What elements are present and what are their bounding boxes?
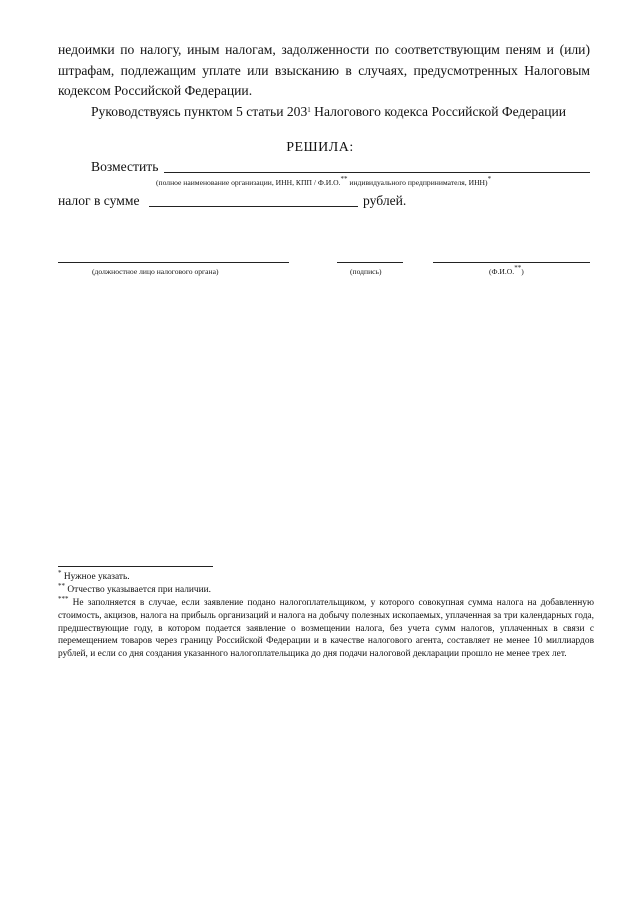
paragraph-1-line-2: штрафам, подлежащим уплате или взысканию в случаях, предусмотренных Налоговым	[58, 63, 590, 78]
footnote-1-text: Нужное указать.	[63, 572, 130, 582]
official-name-caption-text: (Ф.И.О.	[489, 267, 515, 276]
taxpayer-name-field[interactable]	[164, 172, 590, 173]
signature-field[interactable]	[337, 262, 403, 263]
official-name-caption	[489, 264, 524, 276]
amount-unit: рублей.	[363, 193, 407, 208]
paragraph-2-text-before: Руководствуясь пунктом 5 статьи 203	[91, 104, 308, 119]
footnote-marker-single: *	[487, 175, 492, 183]
refund-label: Возместить	[91, 159, 159, 174]
footnote-2	[58, 584, 594, 597]
footnote-2-text: Отчество указывается при наличии.	[67, 585, 212, 595]
amount-field[interactable]	[149, 206, 358, 207]
footnote-marker-double: **	[514, 264, 522, 272]
taxpayer-caption-part-2: индивидуального предпринимателя, ИНН)	[347, 178, 488, 187]
footnote-3-text: Не заполняется в случае, если заявление подано налогоплательщиком, у которого совокупная сумма налога на добавленную стоимость, акцизов, налога на прибыль организаций и налога на добычу полезных ископаемых, уплаченная за три календарных года, предшествующие году, в котором подается заявление о возмещении налога, без учета сумм налогов, уплаченных в связи с перемещением товаров через границу Российской Федерации и в качестве налогового агента, составляет не менее 10 миллиардов рублей, и если со дня создания указанного налогоплательщика до дня подачи налоговой декларации прошло не менее трех лет.	[58, 598, 595, 660]
footnote-3-marker: ***	[58, 595, 69, 603]
paragraph-1-line-3: кодексом Российской Федерации.	[58, 83, 253, 98]
paragraph-2	[91, 104, 591, 120]
footnote-marker-double: **	[340, 175, 348, 183]
paragraph-2-text-after: Налогового кодекса Российской Федерации	[310, 104, 567, 119]
footnote-2-marker: **	[58, 582, 65, 590]
decision-heading: РЕШИЛА:	[286, 140, 354, 155]
official-name-field[interactable]	[433, 262, 590, 263]
taxpayer-caption-part-1: (полное наименование организации, ИНН, КПП / Ф.И.О.	[156, 178, 341, 187]
signature-caption: (подпись)	[350, 267, 382, 276]
paragraph-1-line-1: недоимки по налогу, иным налогам, задолженности по соответствующим пеням и (или)	[58, 42, 590, 57]
official-position-caption: (должностное лицо налогового органа)	[92, 267, 219, 276]
taxpayer-name-caption	[156, 175, 492, 187]
official-name-caption-close: )	[521, 267, 524, 276]
footnote-1-marker: *	[58, 569, 62, 577]
footnote-3	[58, 597, 594, 661]
article-superscript: 1	[307, 106, 311, 114]
official-position-field[interactable]	[58, 262, 289, 263]
footnote-1	[58, 571, 594, 584]
amount-label: налог в сумме	[58, 193, 140, 208]
footnote-separator	[58, 566, 213, 567]
